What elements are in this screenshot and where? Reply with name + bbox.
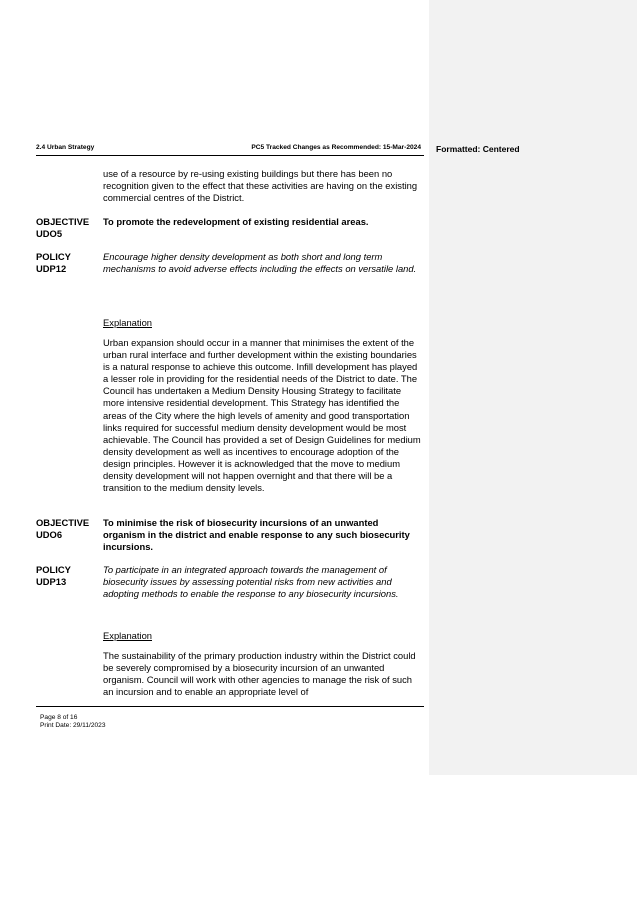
policy-code: UDP12: [36, 263, 67, 275]
objective-code: UDO5: [36, 228, 63, 240]
policy-udp12-text: Encourage higher density development as both short and long term mechanisms to avoid adverse effects including the effects on versatile land.: [103, 251, 417, 275]
policy-code: UDP13: [36, 576, 67, 588]
objective-label: OBJECTIVE: [36, 517, 90, 528]
formatting-comment[interactable]: Formatted: Centered: [436, 144, 520, 154]
header-section-title: 2.4 Urban Strategy: [36, 144, 95, 151]
objective-udo5-text: To promote the redevelopment of existing residential areas.: [103, 216, 369, 227]
policy-udp12-label: [36, 251, 100, 275]
policy-udp13-text: To participate in an integrated approach towards the management of biosecurity issues by assessing potential risks from new activities and adopting methods to enable the response to any biosecurity incursions.: [103, 564, 399, 600]
policy-label: POLICY: [36, 564, 71, 575]
objective-label: OBJECTIVE: [36, 216, 90, 227]
header-divider: [36, 155, 424, 156]
header-document-status: PC5 Tracked Changes as Recommended: 15-Mar-2024: [251, 144, 421, 151]
policy-label: POLICY: [36, 251, 71, 262]
explanation-2-text: The sustainability of the primary production industry within the District could be severely compromised by a biosecurity incursion of an unwanted organism. Council will work with other agencies to manage the risk of such an incursion and to enable an appropriate level of: [103, 650, 416, 698]
objective-udo5-label: [36, 216, 100, 240]
explanation-1-text: Urban expansion should occur in a manner that minimises the extent of the urban rural interface and further development within the existing boundaries is a natural response to achieve this outcome. Infill development has played a lesser role in providing for the residential needs of the District to date. The Council has undertaken a Medium Density Housing Strategy to facilitate more intensive residential development. This Strategy has identified the areas of the City where the high levels of amenity and good transportation links required for successful medium density development would be most achievable. The Council has provided a set of Design Guidelines for medium density development as well as incentives to encourage adoption of the design principles. However it is acknowledged that the move to medium density development will not happen overnight and that there will be a transition to the medium density levels.: [103, 337, 421, 494]
page-number: Page 8 of 16: [40, 714, 78, 721]
policy-udp13-label: [36, 564, 100, 588]
objective-udo6-label: [36, 517, 100, 541]
print-date: Print Date: 29/11/2023: [40, 722, 106, 729]
objective-code: UDO6: [36, 529, 63, 541]
page-footer: [40, 714, 106, 730]
explanation-2-title: Explanation: [103, 630, 152, 641]
intro-paragraph: use of a resource by re-using existing buildings but there has been no recognition given to the effect that these activities are having on the existing commercial centres of the District.: [103, 168, 418, 204]
objective-udo6-text: To minimise the risk of biosecurity incursions of an unwanted organism in the district and enable response to any such biosecurity incursions.: [103, 517, 410, 553]
footer-divider: [36, 706, 424, 707]
explanation-1-title: Explanation: [103, 317, 152, 328]
comment-sidebar: [429, 0, 637, 775]
